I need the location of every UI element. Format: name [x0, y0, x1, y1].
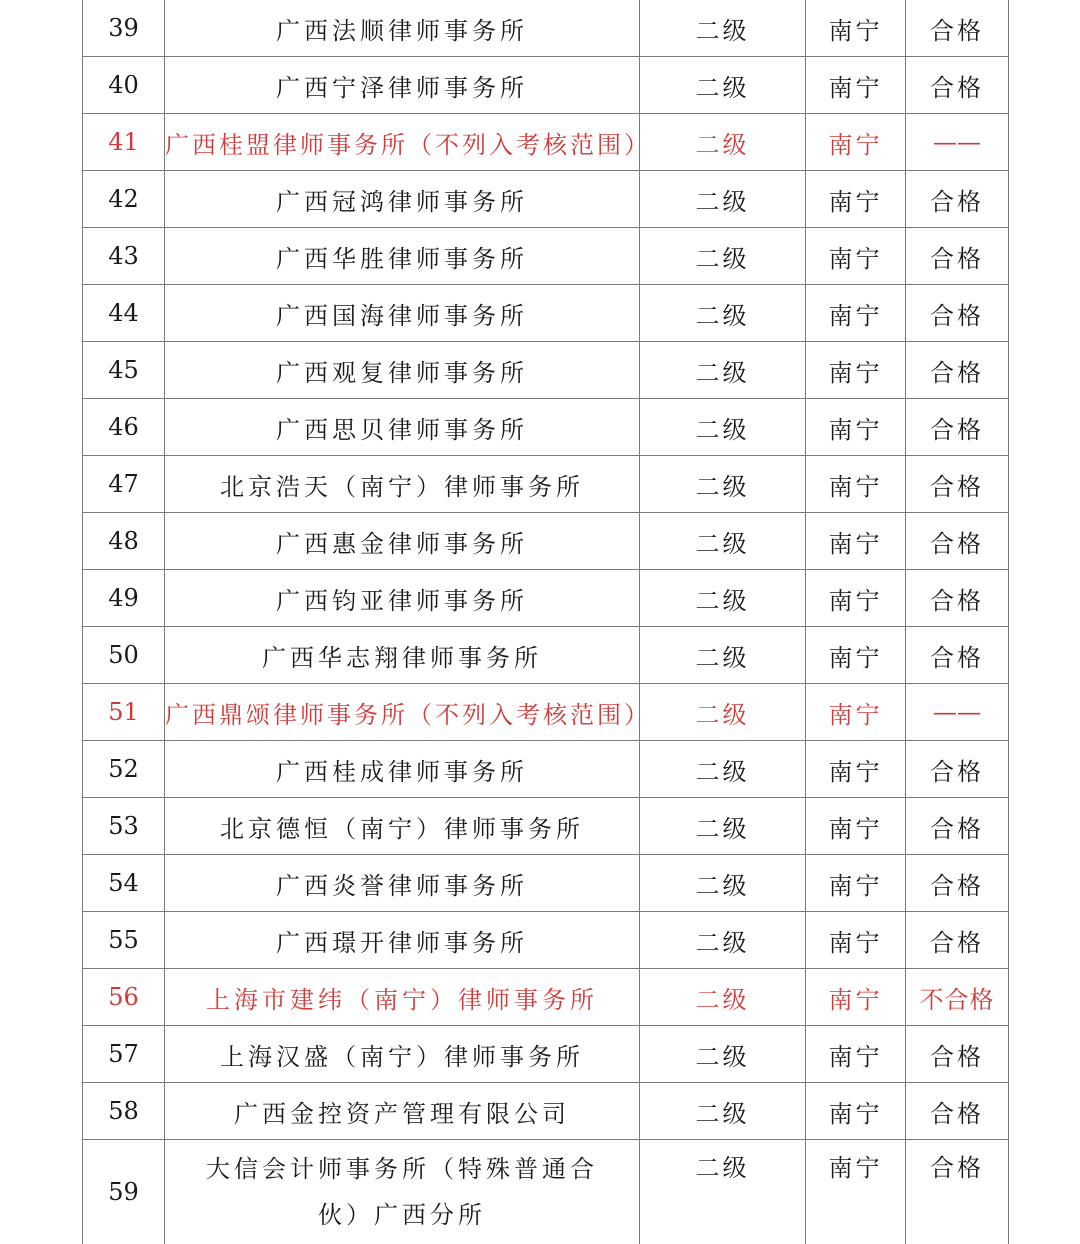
row-number: 41	[83, 114, 165, 171]
firm-city: 南宁	[806, 912, 906, 969]
assessment-result: 合格	[906, 399, 1009, 456]
firm-name: 广西鼎颂律师事务所（不列入考核范围）	[165, 684, 640, 741]
firm-level: 二级	[640, 684, 806, 741]
table-row	[83, 228, 1009, 285]
firm-name: 广西华胜律师事务所	[165, 228, 640, 285]
firm-city: 南宁	[806, 0, 906, 57]
firm-level: 二级	[640, 1083, 806, 1140]
firm-level: 二级	[640, 741, 806, 798]
assessment-result: 合格	[906, 228, 1009, 285]
firm-city: 南宁	[806, 171, 906, 228]
row-number: 45	[83, 342, 165, 399]
firm-city: 南宁	[806, 798, 906, 855]
assessment-result: 合格	[906, 855, 1009, 912]
table-row	[83, 399, 1009, 456]
row-number: 56	[83, 969, 165, 1026]
assessment-result: 合格	[906, 1140, 1009, 1244]
firm-level: 二级	[640, 798, 806, 855]
table-row	[83, 57, 1009, 114]
firm-level: 二级	[640, 513, 806, 570]
firm-name: 北京浩天（南宁）律师事务所	[165, 456, 640, 513]
row-number: 50	[83, 627, 165, 684]
firm-level: 二级	[640, 342, 806, 399]
firm-name: 广西炎誉律师事务所	[165, 855, 640, 912]
firm-level: 二级	[640, 570, 806, 627]
row-number: 53	[83, 798, 165, 855]
firm-city: 南宁	[806, 513, 906, 570]
firm-city: 南宁	[806, 855, 906, 912]
firm-level: 二级	[640, 456, 806, 513]
table-row	[83, 1140, 1009, 1244]
firm-level: 二级	[640, 0, 806, 57]
firm-city: 南宁	[806, 114, 906, 171]
firm-level: 二级	[640, 57, 806, 114]
row-number: 43	[83, 228, 165, 285]
firm-name: 广西华志翔律师事务所	[165, 627, 640, 684]
row-number: 49	[83, 570, 165, 627]
firm-name: 广西冠鸿律师事务所	[165, 171, 640, 228]
firm-city: 南宁	[806, 570, 906, 627]
firm-city: 南宁	[806, 627, 906, 684]
row-number: 54	[83, 855, 165, 912]
assessment-result: 合格	[906, 171, 1009, 228]
firm-name: 广西宁泽律师事务所	[165, 57, 640, 114]
row-number: 44	[83, 285, 165, 342]
row-number: 52	[83, 741, 165, 798]
row-number: 47	[83, 456, 165, 513]
firm-city: 南宁	[806, 285, 906, 342]
assessment-result: 合格	[906, 285, 1009, 342]
assessment-result: 合格	[906, 513, 1009, 570]
firm-level: 二级	[640, 114, 806, 171]
firm-name: 广西桂成律师事务所	[165, 741, 640, 798]
table-row	[83, 684, 1009, 741]
assessment-result: 合格	[906, 456, 1009, 513]
firm-name: 广西法顺律师事务所	[165, 0, 640, 57]
row-number: 51	[83, 684, 165, 741]
table-row	[83, 627, 1009, 684]
firm-city: 南宁	[806, 57, 906, 114]
firm-city: 南宁	[806, 228, 906, 285]
assessment-result: 合格	[906, 1026, 1009, 1083]
assessment-result: 合格	[906, 570, 1009, 627]
firm-level: 二级	[640, 969, 806, 1026]
table-row	[83, 570, 1009, 627]
firm-name: 广西观复律师事务所	[165, 342, 640, 399]
row-number: 42	[83, 171, 165, 228]
firm-city: 南宁	[806, 1026, 906, 1083]
firm-level: 二级	[640, 285, 806, 342]
firm-city: 南宁	[806, 684, 906, 741]
row-number: 57	[83, 1026, 165, 1083]
table-row	[83, 513, 1009, 570]
firm-level: 二级	[640, 627, 806, 684]
firm-city: 南宁	[806, 342, 906, 399]
firm-level: 二级	[640, 1026, 806, 1083]
firm-name: 广西桂盟律师事务所（不列入考核范围）	[165, 114, 640, 171]
assessment-result: 合格	[906, 1083, 1009, 1140]
firm-level: 二级	[640, 171, 806, 228]
firm-level: 二级	[640, 912, 806, 969]
table-row	[83, 1026, 1009, 1083]
firm-name: 广西金控资产管理有限公司	[165, 1083, 640, 1140]
firm-name: 广西钧亚律师事务所	[165, 570, 640, 627]
firm-city: 南宁	[806, 1140, 906, 1244]
assessment-result: 合格	[906, 0, 1009, 57]
table-row	[83, 912, 1009, 969]
table-row	[83, 342, 1009, 399]
assessment-result: 合格	[906, 627, 1009, 684]
assessment-result: 合格	[906, 342, 1009, 399]
firm-level: 二级	[640, 399, 806, 456]
firm-level: 二级	[640, 855, 806, 912]
assessment-result: ——	[906, 684, 1009, 741]
firm-city: 南宁	[806, 456, 906, 513]
table-row	[83, 285, 1009, 342]
firm-assessment-table	[82, 0, 1009, 1244]
row-number: 48	[83, 513, 165, 570]
firm-city: 南宁	[806, 969, 906, 1026]
row-number: 58	[83, 1083, 165, 1140]
assessment-result: 合格	[906, 798, 1009, 855]
table-row	[83, 0, 1009, 57]
assessment-result: 合格	[906, 741, 1009, 798]
firm-name: 上海市建纬（南宁）律师事务所	[165, 969, 640, 1026]
row-number: 40	[83, 57, 165, 114]
assessment-result: 不合格	[906, 969, 1009, 1026]
assessment-result: 合格	[906, 57, 1009, 114]
firm-name: 北京德恒（南宁）律师事务所	[165, 798, 640, 855]
table-row	[83, 1083, 1009, 1140]
row-number: 59	[83, 1140, 165, 1244]
firm-name: 广西璟开律师事务所	[165, 912, 640, 969]
table-row	[83, 969, 1009, 1026]
table-row	[83, 114, 1009, 171]
row-number: 39	[83, 0, 165, 57]
table-row	[83, 798, 1009, 855]
firm-city: 南宁	[806, 741, 906, 798]
firm-name: 上海汉盛（南宁）律师事务所	[165, 1026, 640, 1083]
firm-name: 广西思贝律师事务所	[165, 399, 640, 456]
firm-name: 大信会计师事务所（特殊普通合伙）广西分所	[165, 1140, 640, 1244]
firm-name: 广西惠金律师事务所	[165, 513, 640, 570]
table-row	[83, 855, 1009, 912]
table-row	[83, 171, 1009, 228]
row-number: 55	[83, 912, 165, 969]
firm-city: 南宁	[806, 399, 906, 456]
assessment-result: 合格	[906, 912, 1009, 969]
row-number: 46	[83, 399, 165, 456]
firm-level: 二级	[640, 228, 806, 285]
table-row	[83, 741, 1009, 798]
firm-city: 南宁	[806, 1083, 906, 1140]
table-row	[83, 456, 1009, 513]
firm-level: 二级	[640, 1140, 806, 1244]
assessment-result: ——	[906, 114, 1009, 171]
firm-name: 广西国海律师事务所	[165, 285, 640, 342]
